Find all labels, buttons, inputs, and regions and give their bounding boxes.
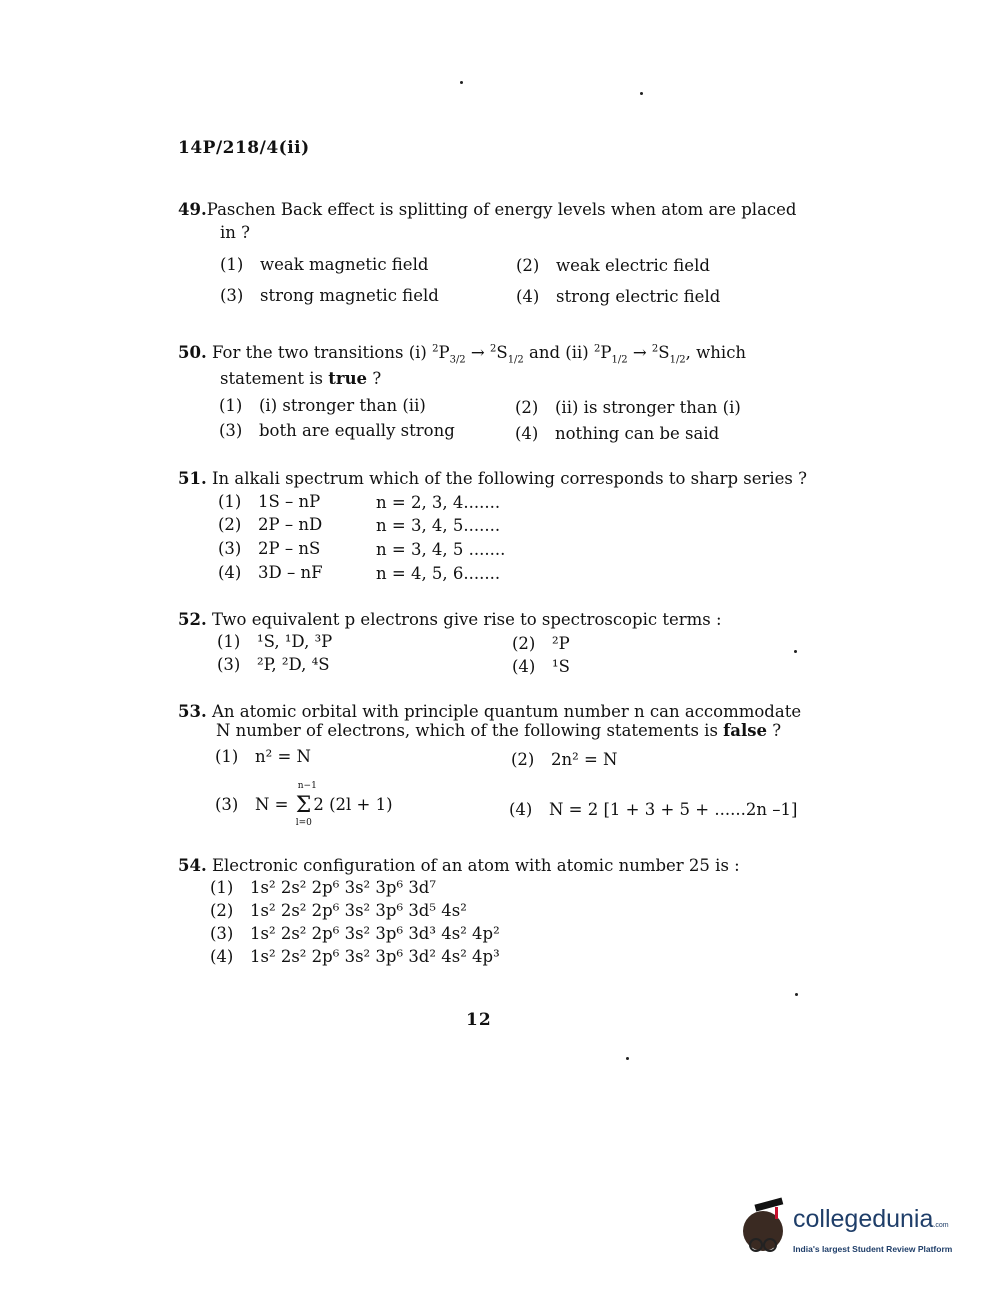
option-3-range: n = 3, 4, 5 .......	[376, 540, 506, 559]
scan-speck	[795, 993, 798, 996]
option-3: (3) 1s² 2s² 2p⁶ 3s² 3p⁶ 3d³ 4s² 4p²	[210, 924, 500, 943]
summation-icon: n−1 Σ l=0	[295, 781, 317, 828]
scan-speck	[640, 92, 643, 95]
option-4: (4) nothing can be said	[515, 424, 720, 443]
option-1-range: n = 2, 3, 4.......	[376, 493, 501, 512]
brand-tagline: India's largest Student Review Platform	[793, 1244, 953, 1254]
brand-name: collegedunia.com	[793, 1205, 949, 1233]
option-3: (3) N = n−1 Σ l=0 2 (2l + 1)	[215, 781, 393, 828]
option-3: (3) strong magnetic field	[220, 286, 439, 305]
option-3: (3) both are equally strong	[219, 421, 455, 440]
option-1: (1) weak magnetic field	[220, 255, 429, 274]
arrow-icon: →	[632, 343, 647, 362]
option-4: (4) 3D – nF	[218, 563, 323, 582]
option-4: (4) strong electric field	[516, 287, 721, 306]
question-49	[178, 200, 818, 242]
option-4-range: n = 4, 5, 6.......	[376, 564, 501, 583]
question-52: 52. Two equivalent p electrons give rise to spectroscopic terms :	[178, 610, 722, 629]
option-1: (1) (i) stronger than (ii)	[219, 396, 426, 415]
scan-speck	[626, 1057, 629, 1060]
question-text-continued: in ?	[220, 223, 250, 242]
question-text: Two equivalent p electrons give rise to spectroscopic terms :	[211, 610, 722, 629]
option-2-range: n = 3, 4, 5.......	[376, 516, 501, 535]
option-2: (2) weak electric field	[516, 256, 710, 275]
question-text: In alkali spectrum which of the following corresponds to sharp series ?	[211, 469, 807, 488]
option-4: (4) ¹S	[512, 657, 570, 676]
option-1: (1) 1S – nP	[218, 492, 321, 511]
question-54: 54. Electronic configuration of an atom with atomic number 25 is :	[178, 856, 740, 875]
option-3: (3) 2P – nS	[218, 539, 321, 558]
option-1: (1) 1s² 2s² 2p⁶ 3s² 3p⁶ 3d⁷	[210, 878, 436, 897]
scan-speck	[460, 81, 463, 84]
option-4: (4) 1s² 2s² 2p⁶ 3s² 3p⁶ 3d² 4s² 4p³	[210, 947, 500, 966]
option-2: (2) ²P	[512, 634, 570, 653]
option-1: (1) n² = N	[215, 747, 311, 766]
question-text: For the two transitions (i)	[211, 343, 427, 362]
question-text: Electronic configuration of an atom with atomic number 25 is :	[211, 856, 740, 875]
arrow-icon: →	[470, 343, 485, 362]
question-text: Paschen Back effect is splitting of energy levels when atom are placed	[206, 200, 797, 219]
question-50: 50. For the two transitions (i) $^2P_{3/2} \to ^2S_{1/2}$ and (ii) $^2P_{1/2} \to ^2S_{1/2}$, which statement is true ?	[178, 343, 747, 389]
option-2: (2) 1s² 2s² 2p⁶ 3s² 3p⁶ 3d⁵ 4s²	[210, 901, 467, 920]
option-3: (3) ²P, ²D, ⁴S	[217, 655, 330, 674]
scan-speck	[794, 650, 797, 653]
option-2: (2) (ii) is stronger than (i)	[515, 398, 741, 417]
question-number: 49.	[178, 200, 207, 219]
option-2: (2) 2P – nD	[218, 515, 323, 534]
paper-code: 14P/218/4(ii)	[178, 138, 310, 158]
question-51: 51. In alkali spectrum which of the following corresponds to sharp series ?	[178, 469, 807, 488]
page-number: 12	[466, 1010, 492, 1030]
option-2: (2) 2n² = N	[511, 750, 618, 769]
option-4: (4) N = 2 [1 + 3 + 5 + ......2n –1]	[509, 800, 798, 819]
question-53: 53. An atomic orbital with principle quantum number n can accommodate N number of electrons, which of the following statements is false ?	[178, 702, 802, 740]
option-1: (1) ¹S, ¹D, ³P	[217, 632, 333, 651]
question-text: An atomic orbital with principle quantum number n can accommodate	[211, 702, 802, 721]
